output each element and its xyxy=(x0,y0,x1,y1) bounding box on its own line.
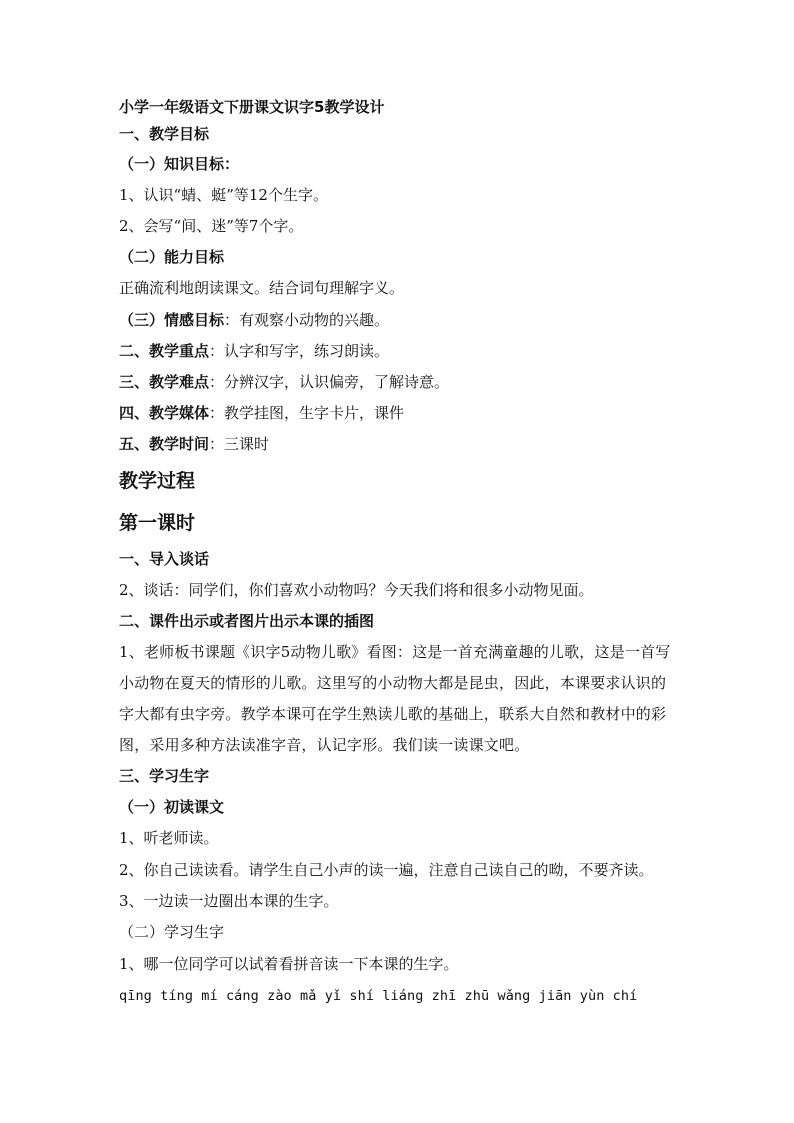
emotion-goal-label: （三）情感目标 xyxy=(119,311,225,329)
media-line xyxy=(119,403,404,423)
knowledge-item-1: 1、认识“蜻、蜓”等12个生字。 xyxy=(119,186,328,204)
process-heading: 教学过程 xyxy=(119,470,196,492)
subheading-ability: （二）能力目标 xyxy=(119,248,225,266)
reading-step-1: 1、听老师读。 xyxy=(119,829,219,847)
time-line xyxy=(119,434,269,454)
time-text: ：三课时 xyxy=(209,435,270,453)
illustration-paragraph: 1、老师板书课题《识字5动物儿歌》看图：这是一首充满童趣的儿歌，这是一首写小动物在夏天的情形的儿歌。这里写的小动物大都是昆虫，因此，本课要求认识的字大都有虫字旁。教学本课可在学生熟读儿歌的基础上，联系大自然和教材中的彩图，采用多种方法读准字音，认记字形。我们读一读课文吧。 xyxy=(119,643,671,754)
document-title: 小学一年级语文下册课文识字5教学设计 xyxy=(119,98,385,116)
reading-step-3: 3、一边读一边圈出本课的生字。 xyxy=(119,892,339,910)
first-reading-subheading: （一）初读课文 xyxy=(119,798,225,816)
lesson-one-heading: 第一课时 xyxy=(119,512,196,534)
character-step-1: 1、哪一位同学可以试着看拼音读一下本课的生字。 xyxy=(119,955,459,973)
time-label: 五、教学时间 xyxy=(119,435,210,453)
key-points-text: ：认字和写字，练习朗读。 xyxy=(209,342,390,360)
knowledge-item-2: 2、会写“间、迷”等7个字。 xyxy=(119,217,304,235)
difficulties-text: ：分辨汉字，认识偏旁，了解诗意。 xyxy=(209,373,450,391)
learn-characters-heading: 三、学习生字 xyxy=(119,767,210,785)
difficulties-label: 三、教学难点 xyxy=(119,373,210,391)
intro-heading: 一、导入谈话 xyxy=(119,550,210,568)
media-text: ：教学挂图，生字卡片，课件 xyxy=(209,404,405,422)
intro-text: 2、谈话：同学们，你们喜欢小动物吗？今天我们将和很多小动物见面。 xyxy=(119,581,594,599)
ability-text: 正确流利地朗读课文。结合词句理解字义。 xyxy=(119,279,405,297)
emotion-goal-text: ：有观察小动物的兴趣。 xyxy=(224,311,390,329)
subheading-knowledge: （一）知识目标： xyxy=(119,155,240,173)
media-label: 四、教学媒体 xyxy=(119,404,210,422)
key-points-label: 二、教学重点 xyxy=(119,342,210,360)
difficulties-line xyxy=(119,372,449,392)
key-points-line xyxy=(119,341,389,361)
learn-characters-subheading: （二）学习生字 xyxy=(119,923,225,941)
reading-step-2: 2、你自己读读看。请学生自己小声的读一遍，注意自己读自己的呦，不要齐读。 xyxy=(119,861,654,879)
emotion-goal-line xyxy=(119,310,389,330)
pinyin-list: qīng tíng mí cáng zào mǎ yǐ shí liáng zhī zhū wǎng jiān yùn chí xyxy=(119,988,638,1004)
illustration-heading: 二、课件出示或者图片出示本课的插图 xyxy=(119,612,375,630)
section-heading-objectives: 一、教学目标 xyxy=(119,125,210,143)
